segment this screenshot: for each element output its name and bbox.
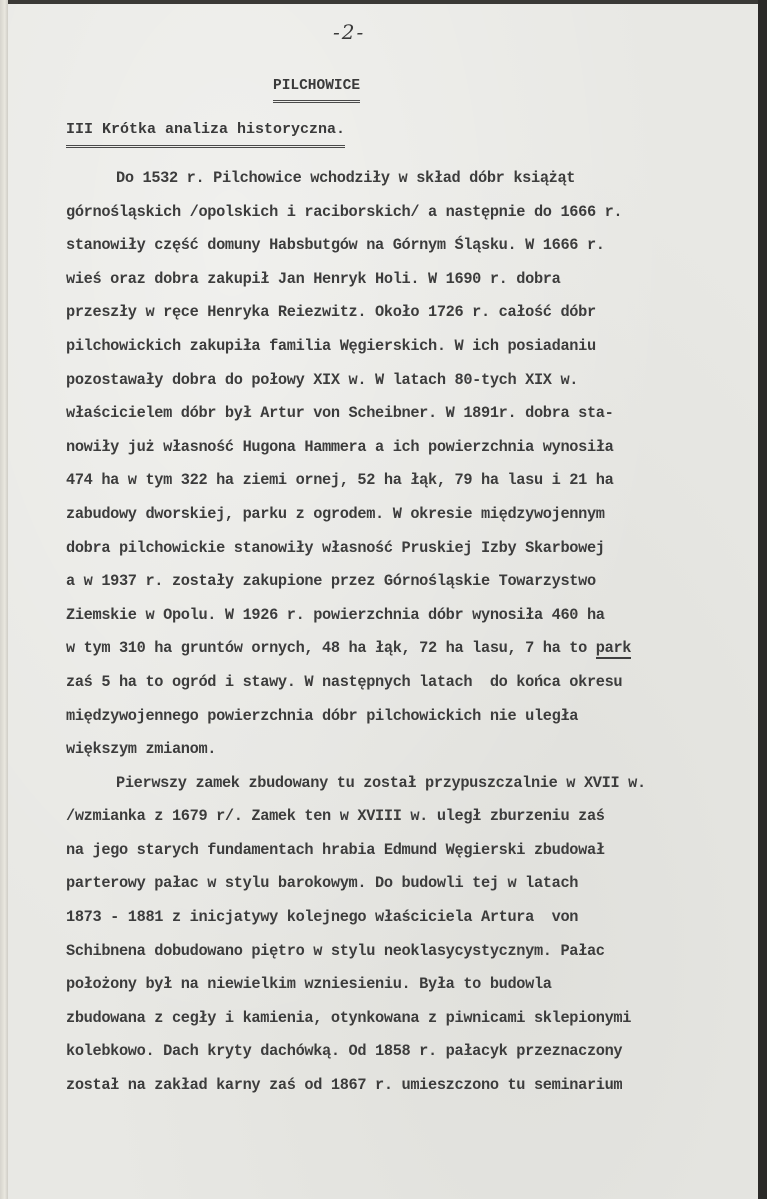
text-line: nowiły już własność Hugona Hammera a ich powierzchnia wynosiła: [66, 437, 614, 456]
text-line: zabudowy dworskiej, parku z ogrodem. W okresie międzywojennym: [66, 504, 605, 523]
text-segment: w tym 310 ha gruntów ornych, 48 ha łąk, 72 ha lasu, 7 ha to: [66, 639, 596, 658]
text-line: górnośląskich /opolskich i raciborskich/ a następnie do 1666 r.: [66, 202, 623, 221]
text-line: Pierwszy zamek zbudowany tu został przypuszczalnie w XVII w.: [116, 773, 646, 792]
text-line: na jego starych fundamentach hrabia Edmund Węgierski zbudował: [66, 840, 605, 859]
scan-right-edge: [758, 0, 767, 1199]
text-line: Do 1532 r. Pilchowice wchodziły w skład dóbr książąt: [116, 169, 576, 187]
document-body: [66, 164, 746, 1105]
text-line: wieś oraz dobra zakupił Jan Henryk Holi. W 1690 r. dobra: [66, 269, 561, 288]
text-line: Schibnena dobudowano piętro w stylu neoklasycystycznym. Pałac: [66, 941, 605, 960]
text-line: zbudowana z cegły i kamienia, otynkowana z piwnicami sklepionymi: [66, 1008, 632, 1027]
text-line: a w 1937 r. zostały zakupione przez Górnośląskie Towarzystwo: [66, 572, 596, 591]
text-line: pilchowickich zakupiła familia Węgierskich. W ich posiadaniu: [66, 336, 596, 355]
text-line: przeszły w ręce Henryka Reiezwitz. Około 1726 r. całość dóbr: [66, 303, 596, 322]
text-line: 1873 - 1881 z inicjatywy kolejnego właściciela Artura von: [66, 908, 579, 927]
text-line: /wzmianka z 1679 r/. Zamek ten w XVIII w. uległ zburzeniu zaś: [66, 807, 605, 826]
text-line: kolebkowo. Dach kryty dachówką. Od 1858 r. pałacyk przeznaczony: [66, 1042, 623, 1061]
text-line: pozostawały dobra do połowy XIX w. W latach 80-tych XIX w.: [66, 370, 579, 389]
place-title: PILCHOWICE: [273, 78, 360, 103]
text-line: międzywojennego powierzchnia dóbr pilchowickich nie uległa: [66, 706, 579, 725]
text-line: parterowy pałac w stylu barokowym. Do budowli tej w latach: [66, 874, 579, 893]
text-line: większym zmianom.: [66, 740, 217, 759]
text-line: 474 ha w tym 322 ha ziemi ornej, 52 ha łąk, 79 ha lasu i 21 ha: [66, 471, 614, 490]
handwritten-page-number: -2-: [333, 20, 366, 44]
underlined-word: park: [595, 639, 632, 658]
text-line: stanowiły część domuny Habsbutgów na Górnym Śląsku. W 1666 r.: [66, 236, 605, 255]
text-line: dobra pilchowickie stanowiły własność Pruskiej Izby Skarbowej: [66, 538, 605, 557]
left-binding-fold: [0, 0, 8, 1199]
text-line: zaś 5 ha to ogród i stawy. W następnych latach do końca okresu: [66, 672, 623, 691]
text-line-with-underline: [66, 634, 746, 668]
text-line: Ziemskie w Opolu. W 1926 r. powierzchnia dóbr wynosiła 460 ha: [66, 605, 605, 624]
text-line: położony był na niewielkim wzniesieniu. Była to budowla: [66, 975, 552, 994]
text-line: właścicielem dóbr był Artur von Scheibner. W 1891r. dobra sta-: [66, 404, 614, 423]
section-heading: III Krótka analiza historyczna.: [66, 121, 345, 148]
text-line: został na zakład karny zaś od 1867 r. umieszczono tu seminarium: [66, 1076, 623, 1095]
